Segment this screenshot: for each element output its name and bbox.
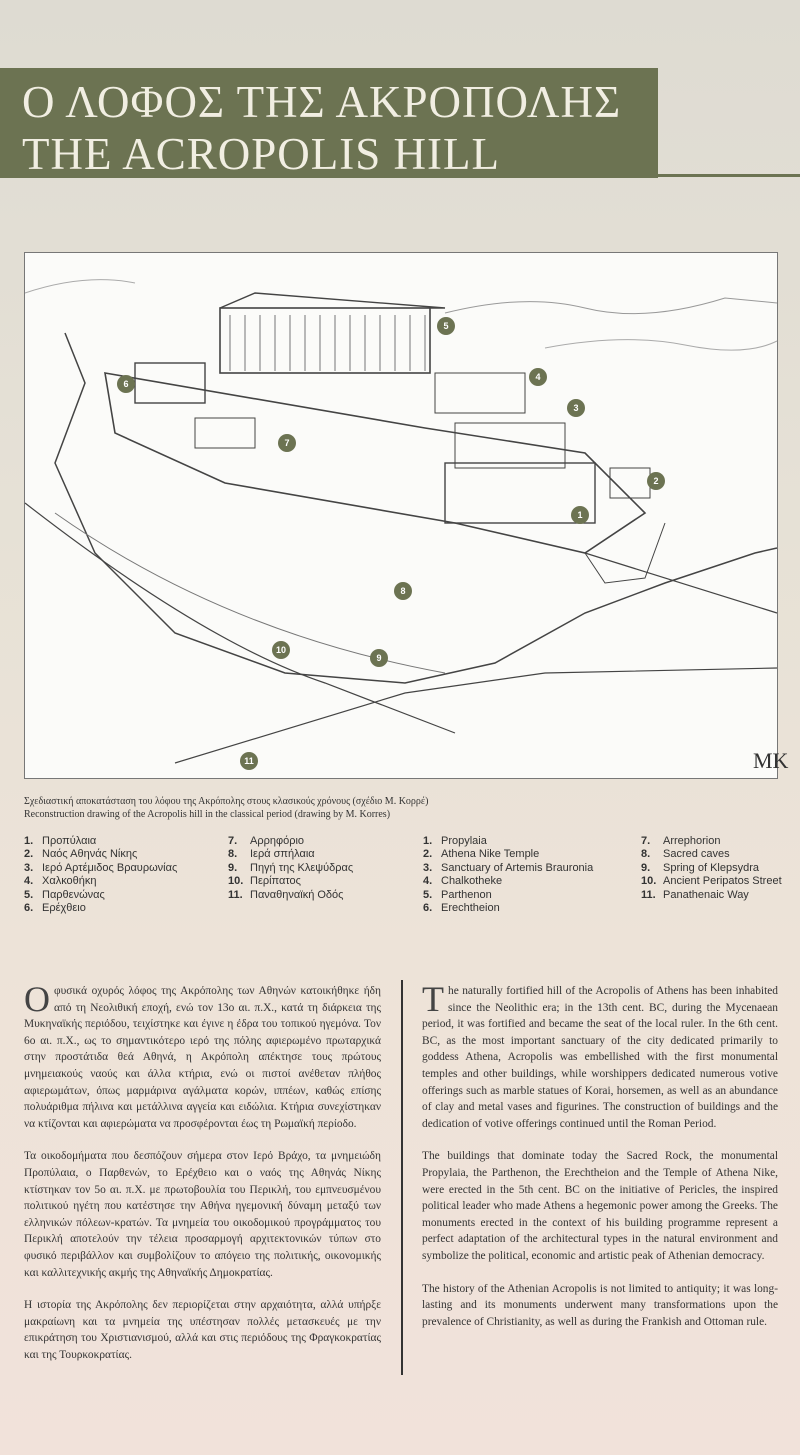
- legend-greek-col2: [228, 835, 353, 902]
- svg-text:8: 8: [400, 586, 406, 596]
- marker-10: [272, 641, 290, 659]
- legend-item: 8. Ιερά σπήλαια: [228, 848, 315, 861]
- svg-text:6: 6: [123, 379, 129, 389]
- greek-text-column: [24, 979, 381, 1379]
- legend-greek-col1: [24, 835, 177, 915]
- title-greek: Ο ΛΟΦΟΣ ΤΗΣ ΑΚΡΟΠΟΛΗΣ: [22, 77, 622, 127]
- legend-item: 5. Παρθενώνας: [24, 888, 105, 901]
- legend-item: 3. Ιερό Αρτέμιδος Βραυρωνίας: [24, 861, 178, 874]
- legend-item: 11. Παναθηναϊκή Οδός: [228, 888, 344, 901]
- caption-greek: Σχεδιαστική αποκατάσταση του λόφου της Ακρόπολης στους κλασικούς χρόνους (σχέδιο Μ. Κορρέ): [24, 796, 429, 807]
- legend-item: 4. Χαλκοθήκη: [24, 875, 97, 888]
- title-rule: [658, 174, 800, 177]
- legend-english-col1: [423, 835, 593, 915]
- marker-11: [240, 752, 258, 770]
- legend-item: 7. Αρρηφόριο: [228, 835, 305, 847]
- title-english: THE ACROPOLIS HILL: [22, 129, 500, 179]
- legend-item: 1. Προπύλαια: [24, 835, 97, 847]
- marker-7: [278, 434, 296, 452]
- greek-paragraph-1: Οφυσικά οχυρός λόφος της Ακρόπολης των Αθηνών κατοικήθηκε ήδη από τη Νεολιθική εποχή, ενώ τον 13ο αι. π.Χ., κατά τη διάρκεια της Μυκηναϊκής περιόδου, τειχίστηκε και έγινε η έδρα του τοπικού ηγεμόνα. Τον 6ο αι. π.Χ., ως το σημαντικότερο ιερό της πόλης αφιερωμένο πρωταρχικά στην προστάτιδα θεά Αθηνά, η Ακρόπολη απέκτησε τους πρώτους μνημειακούς ναούς και άλλα κτήρια, ενώ οι πιστοί ανέθεταν πλήθος αφιερωμάτων, όπως μαρμάρινα αγάλματα κορών, ιππέων, καθώς επίσης πολυάριθμα πήλινα και μετάλλινα αγγεία και ειδώλια. Κτήρια συνεχίστηκαν να κτίζονται και αφιερώματα να προσφέρονται έως τη Ρωμαϊκή περίοδο.: [24, 979, 381, 1130]
- marker-3: [567, 399, 585, 417]
- legend-item: 9. Πηγή της Κλεψύδρας: [228, 861, 354, 874]
- english-paragraph-3: The history of the Athenian Acropolis is not limited to antiquity; it was long-lasting and its monuments underwent many transformations upon the prevalence of Christianity, as well as during the Frankish and Ottoman rule.: [422, 1282, 778, 1328]
- svg-text:2: 2: [653, 476, 659, 486]
- legend-item: 6. Ερέχθειο: [24, 902, 86, 915]
- marker-5: [437, 317, 455, 335]
- legend-item: 10. Περίπατος: [228, 875, 301, 888]
- legend-item: 3. Sanctuary of Artemis Brauronia: [423, 861, 594, 874]
- legend-item: 4. Chalkotheke: [423, 875, 503, 888]
- svg-text:5: 5: [443, 321, 449, 331]
- legend-item: 7. Arrephorion: [641, 835, 721, 847]
- svg-text:1: 1: [577, 510, 583, 520]
- marker-6: [117, 375, 135, 393]
- greek-dropcap: Ο: [24, 979, 50, 1019]
- svg-text:7: 7: [284, 438, 290, 448]
- english-paragraph-1: The naturally fortified hill of the Acropolis of Athens has been inhabited since the Neolithic era; in the 13th cent. BC, during the Mycenaean period, it was fortified and became the seat of the local ruler. In the 6th cent. BC, as the most important sanctuary of the city dedicated primarily to goddess Athena, Acropolis was embellished with the first monumental temples and other buildings, while worshippers dedicated numerous votive offerings such as marble statues of Korai, horsemen, as well as an abundance of clay and metal vases and figurines. The construction of buildings and the dedication of votive offerings continued until the Roman Period.: [422, 979, 778, 1130]
- legend-english-col2: [641, 835, 782, 902]
- legend-item: 2. Ναός Αθηνάς Νίκης: [24, 848, 138, 861]
- svg-text:11: 11: [244, 756, 254, 766]
- greek-paragraph-2: Τα οικοδομήματα που δεσπόζουν σήμερα στον Ιερό Βράχο, τα μνημειώδη Προπύλαια, ο Παρθενών, το Ερέχθειο και ο ναός της Αθηνάς Νίκης κτίστηκαν τον 5ο αι. π.Χ. με πρωτοβουλία του Περικλή, του εμπνευσμένου πολιτικού ηγέτη που κατέστησε την Αθήνα ηγεμονική δύναμη μεταξύ των ελληνικών πόλεων-κρατών. Τα μνημεία του οικοδομικού προγράμματος του Περικλή αποτελούν την τέλεια προσαρμογή αρχιτεκτονικών τύπων στο φυσικό περιβάλλον και συμβολίζουν το απόγειο της πολιτικής, οικονομικής και καλλιτεχνικής ακμής της Αθηναϊκής Δημοκρατίας.: [24, 1150, 381, 1279]
- svg-text:3: 3: [573, 403, 579, 413]
- acropolis-sketch: [25, 253, 789, 778]
- drawing-caption: [24, 795, 428, 821]
- greek-paragraph-3: Η ιστορία της Ακρόπολης δεν περιορίζεται στην αρχαιότητα, αλλά υπήρξε μακραίωνη και τα μνημεία της υπέστησαν πολλές μετασκευές με την επικράτηση του Χριστιανισμού, αλλά και στις περιόδους της Φραγκοκρατίας και της Τουρκοκρατίας.: [24, 1299, 381, 1361]
- english-paragraph-2: The buildings that dominate today the Sacred Rock, the monumental Propylaia, the Parthenon, the Erechtheion and the Temple of Athena Nike, were erected in the 5th cent. BC on the initiative of Pericles, the inspired political leader who made Athens a hegemonic power among the Greeks. The monuments erected in the context of his building programme represent a perfect adaptation of the architectural types in the natural environment and symbolize the political, economic and artistic peak of Athenian democracy.: [422, 1150, 778, 1262]
- marker-4: [529, 368, 547, 386]
- legend-item: 5. Parthenon: [423, 888, 492, 901]
- svg-text:10: 10: [275, 645, 287, 655]
- legend-item: 8. Sacred caves: [641, 848, 730, 861]
- legend-item: 11. Panathenaic Way: [641, 888, 749, 901]
- marker-8: [394, 582, 412, 600]
- reconstruction-drawing: [24, 252, 789, 779]
- svg-text:4: 4: [535, 372, 541, 382]
- caption-english: Reconstruction drawing of the Acropolis hill in the classical period (drawing by M. Korres): [24, 809, 391, 820]
- legend-item: 10. Ancient Peripatos Street: [641, 875, 782, 888]
- english-dropcap: T: [422, 979, 444, 1019]
- column-divider: [401, 980, 403, 1375]
- marker-2: [647, 472, 665, 490]
- english-text-column: [422, 979, 778, 1346]
- marker-9: [370, 649, 388, 667]
- legend-item: 2. Athena Nike Temple: [423, 848, 540, 861]
- legend-item: 9. Spring of Klepsydra: [641, 861, 759, 874]
- legend-item: 6. Erechtheion: [423, 902, 500, 915]
- legend-item: 1. Propylaia: [423, 835, 487, 847]
- marker-1: [571, 506, 589, 524]
- svg-text:9: 9: [376, 653, 382, 663]
- artist-signature: MK: [753, 748, 789, 773]
